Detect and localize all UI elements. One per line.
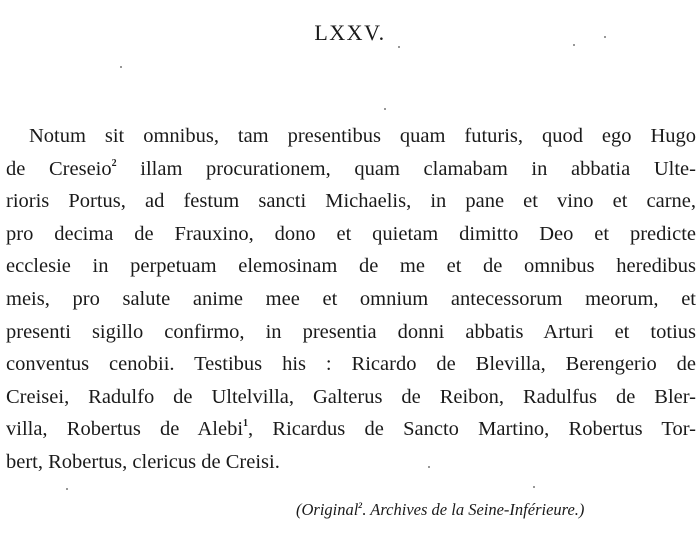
charter-text-run: illam procurationem, quam clamabam in abbatia Ulte-: [116, 157, 696, 180]
charter-text-run: Creisei, Radulfo de Ultelvilla, Galterus de Reibon, Radulfus de Bler-: [6, 385, 696, 408]
footnote-marker: 1: [243, 418, 249, 430]
charter-line: [6, 381, 696, 414]
charter-text-run: presenti sigillo confirmo, in presentia donni abbatis Arturi et totius: [6, 320, 696, 343]
scan-speck: [66, 488, 68, 490]
charter-line: [6, 153, 696, 186]
charter-line: [6, 250, 696, 283]
charter-text-run: bert, Robertus, clericus de Creisi.: [6, 450, 280, 473]
footnote-marker: 2: [111, 157, 117, 169]
footnote-marker: 2: [358, 501, 363, 510]
scan-speck: [604, 36, 606, 38]
scan-speck: [533, 486, 535, 488]
charter-text-run: meis, pro salute anime mee et omnium antecessorum meorum, et: [6, 287, 696, 310]
scan-speck: [398, 46, 400, 48]
scan-speck: [120, 66, 122, 68]
charter-line: [6, 446, 696, 479]
source-citation: [296, 500, 584, 520]
charter-text-run: de Creseio: [6, 157, 112, 180]
charter-line: [6, 413, 696, 446]
charter-line: [6, 316, 696, 349]
charter-text-run: villa, Robertus de Alebi: [6, 418, 244, 441]
charter-line: [6, 185, 696, 218]
charter-text-run: Notum sit omnibus, tam presentibus quam futuris, quod ego Hugo: [29, 125, 696, 147]
charter-text: [6, 120, 696, 479]
scan-speck: [428, 466, 430, 468]
charter-line: [6, 218, 696, 251]
source-open-paren: (: [296, 500, 302, 519]
charter-number-heading: LXXV.: [314, 20, 386, 45]
charter-line: [6, 120, 696, 153]
scan-speck: [384, 108, 386, 110]
charter-text-run: rioris Portus, ad festum sancti Michaelis, in pane et vino et carne,: [6, 190, 696, 213]
charter-text-run: conventus cenobii. Testibus his : Ricardo de Blevilla, Berengerio de: [6, 353, 696, 376]
source-archive: . Archives de la Seine-Inférieure.): [362, 500, 585, 519]
charter-text-run: pro decima de Frauxino, dono et quietam dimitto Deo et predicte: [6, 222, 696, 245]
source-original-label: Original: [301, 500, 359, 519]
charter-text-run: ecclesie in perpetuam elemosinam de me et de omnibus heredibus: [6, 255, 696, 278]
charter-text-run: , Ricardus de Sancto Martino, Robertus Tor-: [248, 418, 696, 441]
scan-speck: [573, 44, 575, 46]
charter-line: [6, 348, 696, 381]
charter-line: [6, 283, 696, 316]
